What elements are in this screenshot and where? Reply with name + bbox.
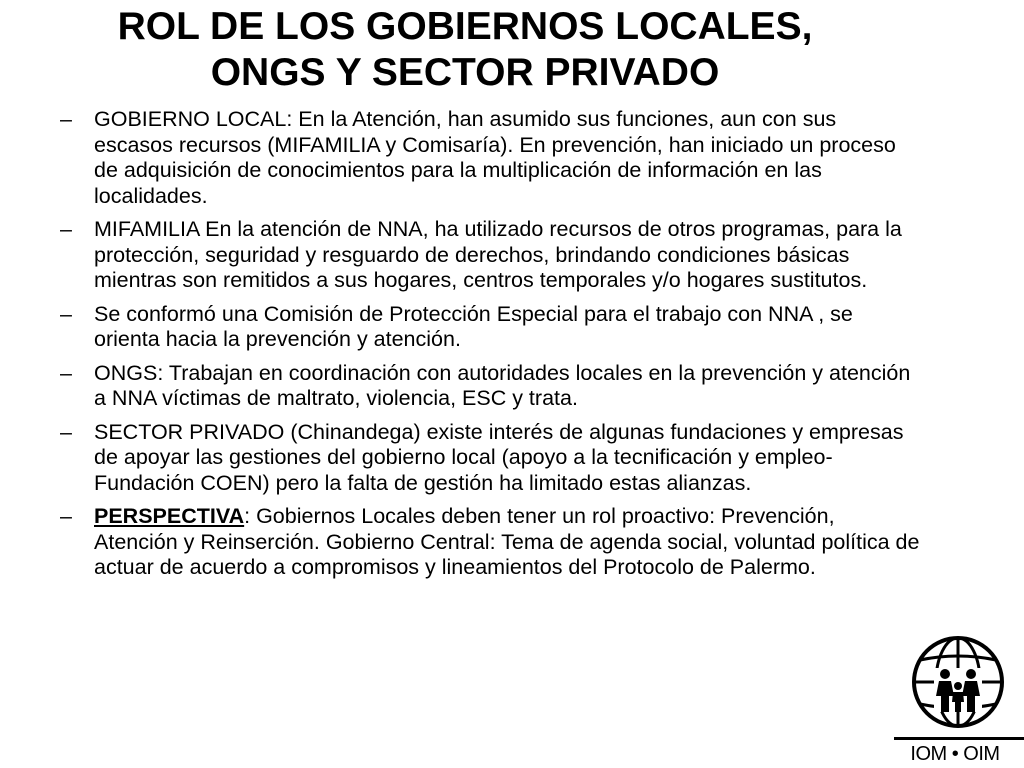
bullet-list: [60, 107, 920, 589]
bullet-dash: –: [60, 217, 72, 241]
bullet-dash: –: [60, 107, 72, 131]
slide-title: [0, 4, 930, 96]
title-line-2: ONGS Y SECTOR PRIVADO: [210, 51, 720, 94]
bullet-dash: –: [60, 360, 72, 385]
bullet-text: MIFAMILIA En la atención de NNA, ha utilizado recursos de otros programas, para la protección, seguridad y resguardo de derechos, brindando condiciones básicas mientras son remitidos a sus hogares, centros temporales y/o hogares sustitutos.: [94, 217, 902, 292]
logo-divider: [894, 737, 1024, 740]
bullet-perspectiva: [60, 504, 920, 581]
bullet-sector-privado: [60, 420, 920, 497]
iom-oim-logo: [894, 632, 1024, 768]
bullet-text: : Gobiernos Locales deben tener un rol proactivo: Prevención, Atención y Reinserción. Gobierno Central: Tema de agenda social, voluntad política de actuar de acuerdo a compromisos y lineamientos del Protocolo de Palermo.: [94, 504, 920, 579]
bullet-text: Se conformó una Comisión de Protección Especial para el trabajo con NNA , se orienta hacia la prevención y atención.: [94, 301, 853, 351]
bullet-dash: –: [60, 504, 72, 528]
bullet-mifamilia: [60, 217, 920, 294]
bullet-dash: –: [60, 419, 72, 444]
bullet-dash: –: [60, 301, 72, 326]
bullet-ongs: [60, 361, 920, 412]
bullet-comision: [60, 302, 920, 353]
bullet-text: GOBIERNO LOCAL: En la Atención, han asumido sus funciones, aun con sus escasos recursos (MIFAMILIA y Comisaría). En prevención, han iniciado un proceso de adquisición de conocimientos para la multiplicación de información en las localidades.: [94, 107, 896, 208]
title-line-1: ROL DE LOS GOBIERNOS LOCALES,: [117, 5, 813, 48]
bullet-text: SECTOR PRIVADO (Chinandega) existe interés de algunas fundaciones y empresas de apoyar las gestiones del gobierno local (apoyo a la tecnificación y empleo- Fundación COEN) pero la falta de gestión ha limitado estas alianzas.: [94, 419, 904, 495]
bullet-gobierno-local: [60, 107, 920, 209]
bullet-text: ONGS: Trabajan en coordinación con autoridades locales en la prevención y atención a NNA víctimas de maltrato, violencia, ESC y trata.: [94, 360, 911, 410]
iom-globe-family-icon: [908, 632, 1008, 732]
logo-text: IOM • OIM: [910, 743, 1000, 765]
bullet-lead-perspectiva: PERSPECTIVA: [94, 504, 245, 528]
